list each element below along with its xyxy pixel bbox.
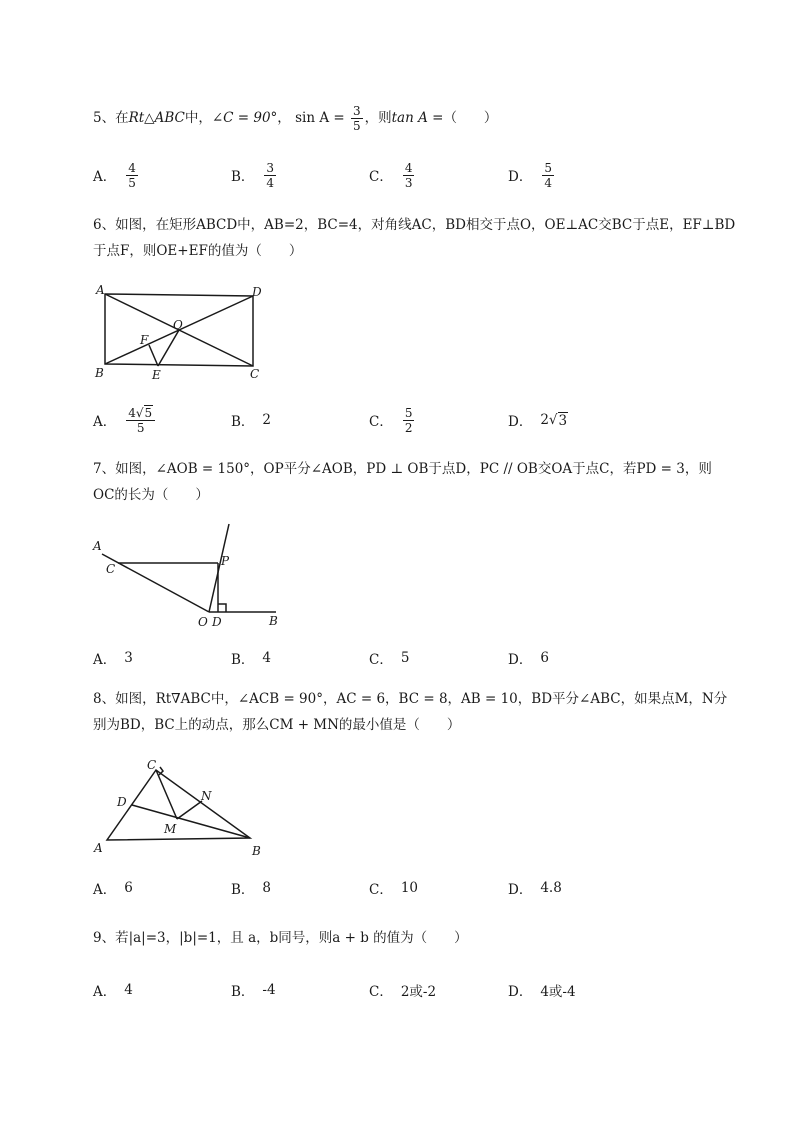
q9-options [93, 975, 693, 1005]
q6-label-b: B [95, 366, 104, 380]
q6-label-a: A [96, 283, 105, 297]
q6-option-a[interactable]: A． $\frac{4√5}{5}$ [93, 405, 157, 435]
q8-label-a: A [94, 841, 103, 855]
q5-mid: 中， [184, 110, 212, 126]
q8-label-c: C [147, 758, 157, 772]
q5-triangle: Rt△ABC [128, 110, 185, 126]
q6-option-d[interactable]: D． 2 √ 3 [508, 412, 568, 430]
q5-option-d[interactable]: D． $\frac{5}{4}$ [508, 160, 552, 190]
question-7-stem-line2: OC的长为（ ） [93, 487, 209, 503]
q5-paren: （ ） [443, 110, 498, 126]
q5-option-b[interactable]: B． $\frac{3}{4}$ [231, 160, 275, 190]
q8-label-b: B [252, 844, 261, 858]
q5-sin-fraction: $\frac{3}{5}$ [352, 104, 361, 133]
q9-option-c[interactable]: C． 2或-2 [369, 984, 437, 1000]
q7-angle-figure [90, 520, 290, 632]
q9-option-b[interactable]: B． -4 [231, 982, 276, 1000]
q9-option-d[interactable]: D． 4或-4 [508, 984, 576, 1000]
question-8-stem-line1: 8、如图，Rt∇ABC中，∠ACB = 90°，AC = 6，BC = 8，AB = 10，BD平分∠ABC，如果点M，N分 [93, 691, 728, 707]
q8-triangle-figure [90, 754, 280, 862]
q8-option-b[interactable]: B． 8 [231, 880, 272, 898]
question-6-stem-line1: 6、如图，在矩形ABCD中，AB=2，BC=4，对角线AC，BD相交于点O，OE⊥AC交BC于点E，EF⊥BD [93, 217, 736, 233]
q5-prefix: 5、在 [93, 110, 129, 126]
q5-sep: ， [277, 110, 291, 126]
q7-label-b: B [269, 614, 278, 628]
q8-option-a[interactable]: A． 6 [93, 880, 133, 898]
q7-label-d: D [212, 615, 222, 629]
question-7-stem-line1: 7、如图，∠AOB = 150°，OP平分∠AOB，PD ⊥ OB于点D，PC // OB交OA于点C，若PD = 3，则 [93, 461, 712, 477]
q7-option-d[interactable]: D． 6 [508, 650, 549, 668]
q7-label-c: C [106, 562, 116, 576]
q7-option-b[interactable]: B． 4 [231, 650, 272, 668]
q6-label-o: O [173, 318, 183, 332]
q5-angle: ∠C = 90° [211, 110, 278, 126]
question-9-stem: 9、若|a|=3，|b|=1，且 a，b同号，则a + b 的值为（ ） [93, 930, 468, 946]
q5-sin: sin A = [295, 110, 345, 126]
q7-label-o: O [198, 615, 208, 629]
q8-label-m: M [164, 822, 177, 836]
q7-label-p: P [221, 554, 230, 568]
q5-option-a[interactable]: A． $\frac{4}{5}$ [93, 160, 136, 190]
q6-options [93, 405, 693, 435]
q5-then: ，则 [364, 110, 392, 126]
q6-label-d: D [252, 285, 262, 299]
q8-options [93, 873, 693, 903]
q6-label-f: F [140, 333, 149, 347]
q7-option-c[interactable]: C． 5 [369, 650, 410, 668]
q8-option-c[interactable]: C． 10 [369, 880, 419, 898]
q6-rectangle-figure [90, 282, 270, 382]
question-5-stem [93, 104, 497, 133]
q5-options [93, 160, 693, 190]
q7-option-a[interactable]: A． 3 [93, 650, 133, 668]
q9-option-a[interactable]: A． 4 [93, 982, 133, 1000]
q8-label-d: D [117, 795, 127, 809]
q6-option-b[interactable]: B． 2 [231, 412, 272, 430]
q5-option-c[interactable]: C． $\frac{4}{3}$ [369, 160, 413, 190]
q7-label-a: A [93, 539, 102, 553]
q7-options [93, 643, 693, 673]
question-6-stem-line2: 于点F，则OE+EF的值为（ ） [93, 243, 303, 259]
q6-label-c: C [250, 367, 260, 381]
q6-label-e: E [152, 368, 161, 382]
q8-label-n: N [201, 789, 212, 803]
question-8-stem-line2: 别为BD，BC上的动点，那么CM + MN的最小值是（ ） [93, 717, 461, 733]
q6-option-c[interactable]: C． $\frac{5}{2}$ [369, 405, 413, 435]
q5-tan: tan A = [391, 110, 444, 126]
q8-option-d[interactable]: D． 4.8 [508, 880, 562, 898]
